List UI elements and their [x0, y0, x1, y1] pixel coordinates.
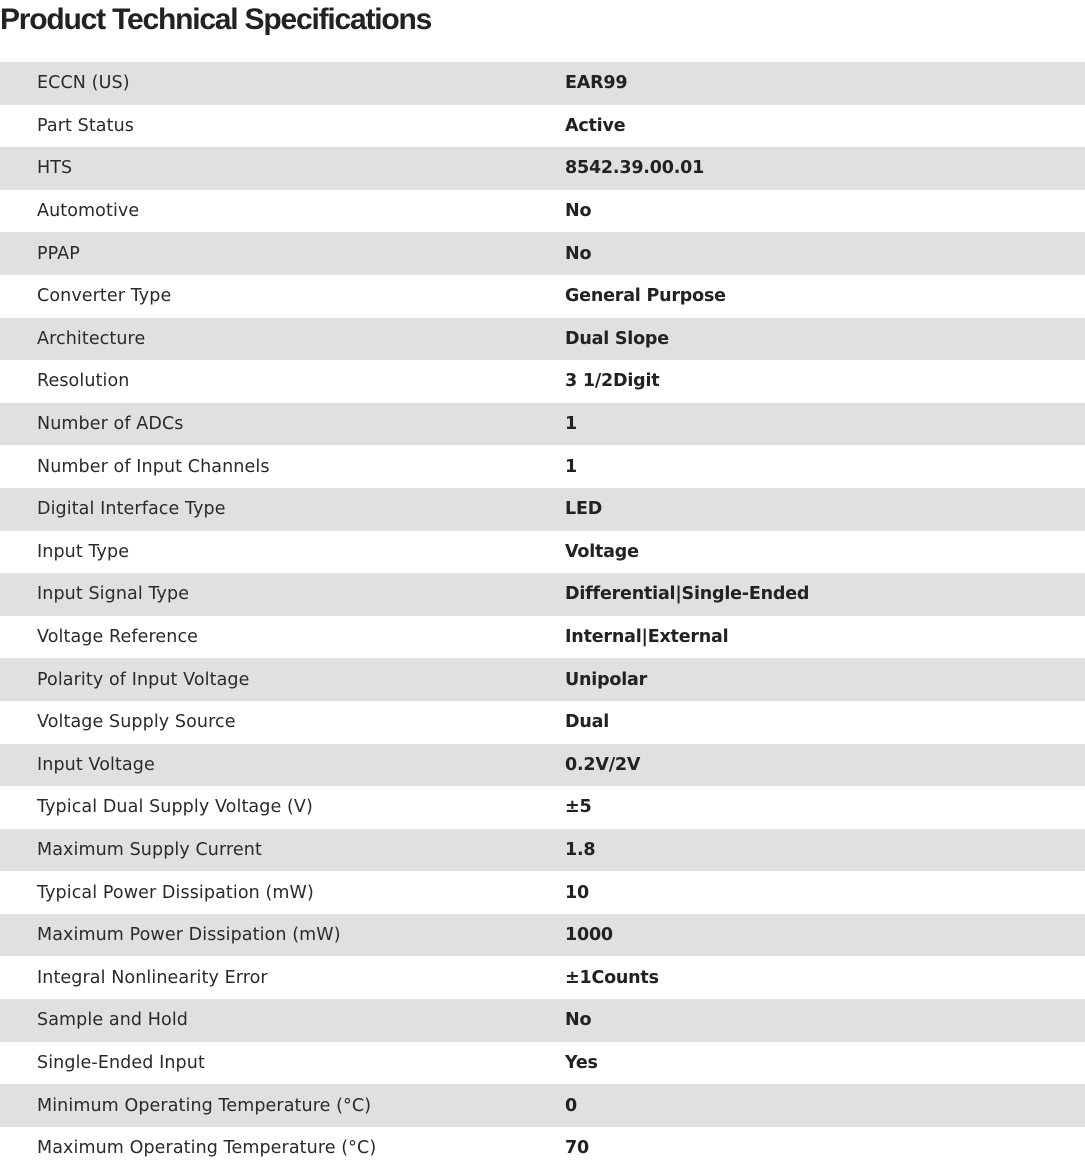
spec-name: Automotive [37, 201, 140, 222]
spec-name: Resolution [37, 371, 130, 392]
spec-row-integral-nonlinearity-error [0, 956, 1085, 999]
spec-value: 3 1/2Digit [565, 371, 660, 392]
spec-name: Architecture [37, 328, 146, 349]
spec-value: No [565, 201, 592, 222]
spec-name: Maximum Supply Current [37, 839, 262, 860]
spec-value: Voltage [565, 541, 639, 562]
spec-row-maximum-power-dissipation [0, 914, 1085, 957]
spec-name: Voltage Supply Source [37, 712, 236, 733]
spec-name: PPAP [37, 243, 80, 264]
spec-row-input-voltage [0, 744, 1085, 787]
spec-value: No [565, 1010, 592, 1031]
spec-table [0, 62, 1085, 1169]
spec-row-single-ended-input [0, 1042, 1085, 1085]
spec-value: No [565, 243, 592, 264]
spec-value: ±5 [565, 797, 592, 818]
spec-row-input-type [0, 531, 1085, 574]
spec-name: Polarity of Input Voltage [37, 669, 250, 690]
spec-value: Differential|Single-Ended [565, 584, 810, 605]
spec-value: 8542.39.00.01 [565, 158, 705, 179]
spec-row-voltage-reference [0, 616, 1085, 659]
spec-row-polarity-of-input-voltage [0, 658, 1085, 701]
spec-name: Input Type [37, 541, 130, 562]
spec-row-digital-interface-type [0, 488, 1085, 531]
spec-row-architecture [0, 318, 1085, 361]
spec-value: EAR99 [565, 73, 628, 94]
spec-row-maximum-supply-current [0, 829, 1085, 872]
spec-value: 70 [565, 1138, 589, 1159]
spec-value: 1 [565, 414, 577, 435]
spec-row-hts [0, 147, 1085, 190]
spec-value: Yes [565, 1052, 598, 1073]
spec-name: Minimum Operating Temperature (°C) [37, 1095, 372, 1116]
spec-row-automotive [0, 190, 1085, 233]
spec-value: Dual Slope [565, 328, 669, 349]
spec-name: Integral Nonlinearity Error [37, 967, 268, 988]
spec-value: 1000 [565, 925, 613, 946]
spec-value: Unipolar [565, 669, 648, 690]
spec-value: General Purpose [565, 286, 726, 307]
spec-row-number-of-adcs [0, 403, 1085, 446]
spec-name: Number of ADCs [37, 414, 184, 435]
page-title: Product Technical Specifications [0, 3, 432, 36]
spec-row-resolution [0, 360, 1085, 403]
spec-row-minimum-operating-temperature [0, 1084, 1085, 1127]
spec-value: LED [565, 499, 603, 520]
spec-row-eccn [0, 62, 1085, 105]
spec-name: Digital Interface Type [37, 499, 226, 520]
spec-name: Voltage Reference [37, 627, 199, 648]
spec-row-typical-dual-supply-voltage [0, 786, 1085, 829]
spec-value: 0.2V/2V [565, 754, 641, 775]
spec-value: 10 [565, 882, 589, 903]
spec-name: Maximum Operating Temperature (°C) [37, 1138, 377, 1159]
spec-name: Maximum Power Dissipation (mW) [37, 925, 341, 946]
spec-name: ECCN (US) [37, 73, 130, 94]
spec-value: Internal|External [565, 627, 729, 648]
spec-value: 1.8 [565, 839, 596, 860]
spec-row-voltage-supply-source [0, 701, 1085, 744]
spec-name: Typical Dual Supply Voltage (V) [37, 797, 313, 818]
spec-name: Input Signal Type [37, 584, 190, 605]
spec-name: Number of Input Channels [37, 456, 270, 477]
spec-name: Converter Type [37, 286, 172, 307]
spec-name: Typical Power Dissipation (mW) [37, 882, 314, 903]
spec-value: Active [565, 115, 626, 136]
spec-row-maximum-operating-temperature [0, 1127, 1085, 1169]
spec-table-body [0, 62, 1085, 1169]
spec-row-converter-type [0, 275, 1085, 318]
spec-name: Single-Ended Input [37, 1052, 205, 1073]
spec-row-number-of-input-channels [0, 445, 1085, 488]
spec-name: Part Status [37, 115, 134, 136]
spec-name: Sample and Hold [37, 1010, 189, 1031]
spec-value: Dual [565, 712, 609, 733]
spec-value: 0 [565, 1095, 577, 1116]
spec-value: 1 [565, 456, 577, 477]
spec-value: ±1Counts [565, 967, 659, 988]
spec-row-input-signal-type [0, 573, 1085, 616]
spec-row-part-status [0, 105, 1085, 148]
spec-row-ppap [0, 232, 1085, 275]
spec-row-typical-power-dissipation [0, 871, 1085, 914]
spec-row-sample-and-hold [0, 999, 1085, 1042]
spec-name: Input Voltage [37, 754, 155, 775]
spec-name: HTS [37, 158, 73, 179]
